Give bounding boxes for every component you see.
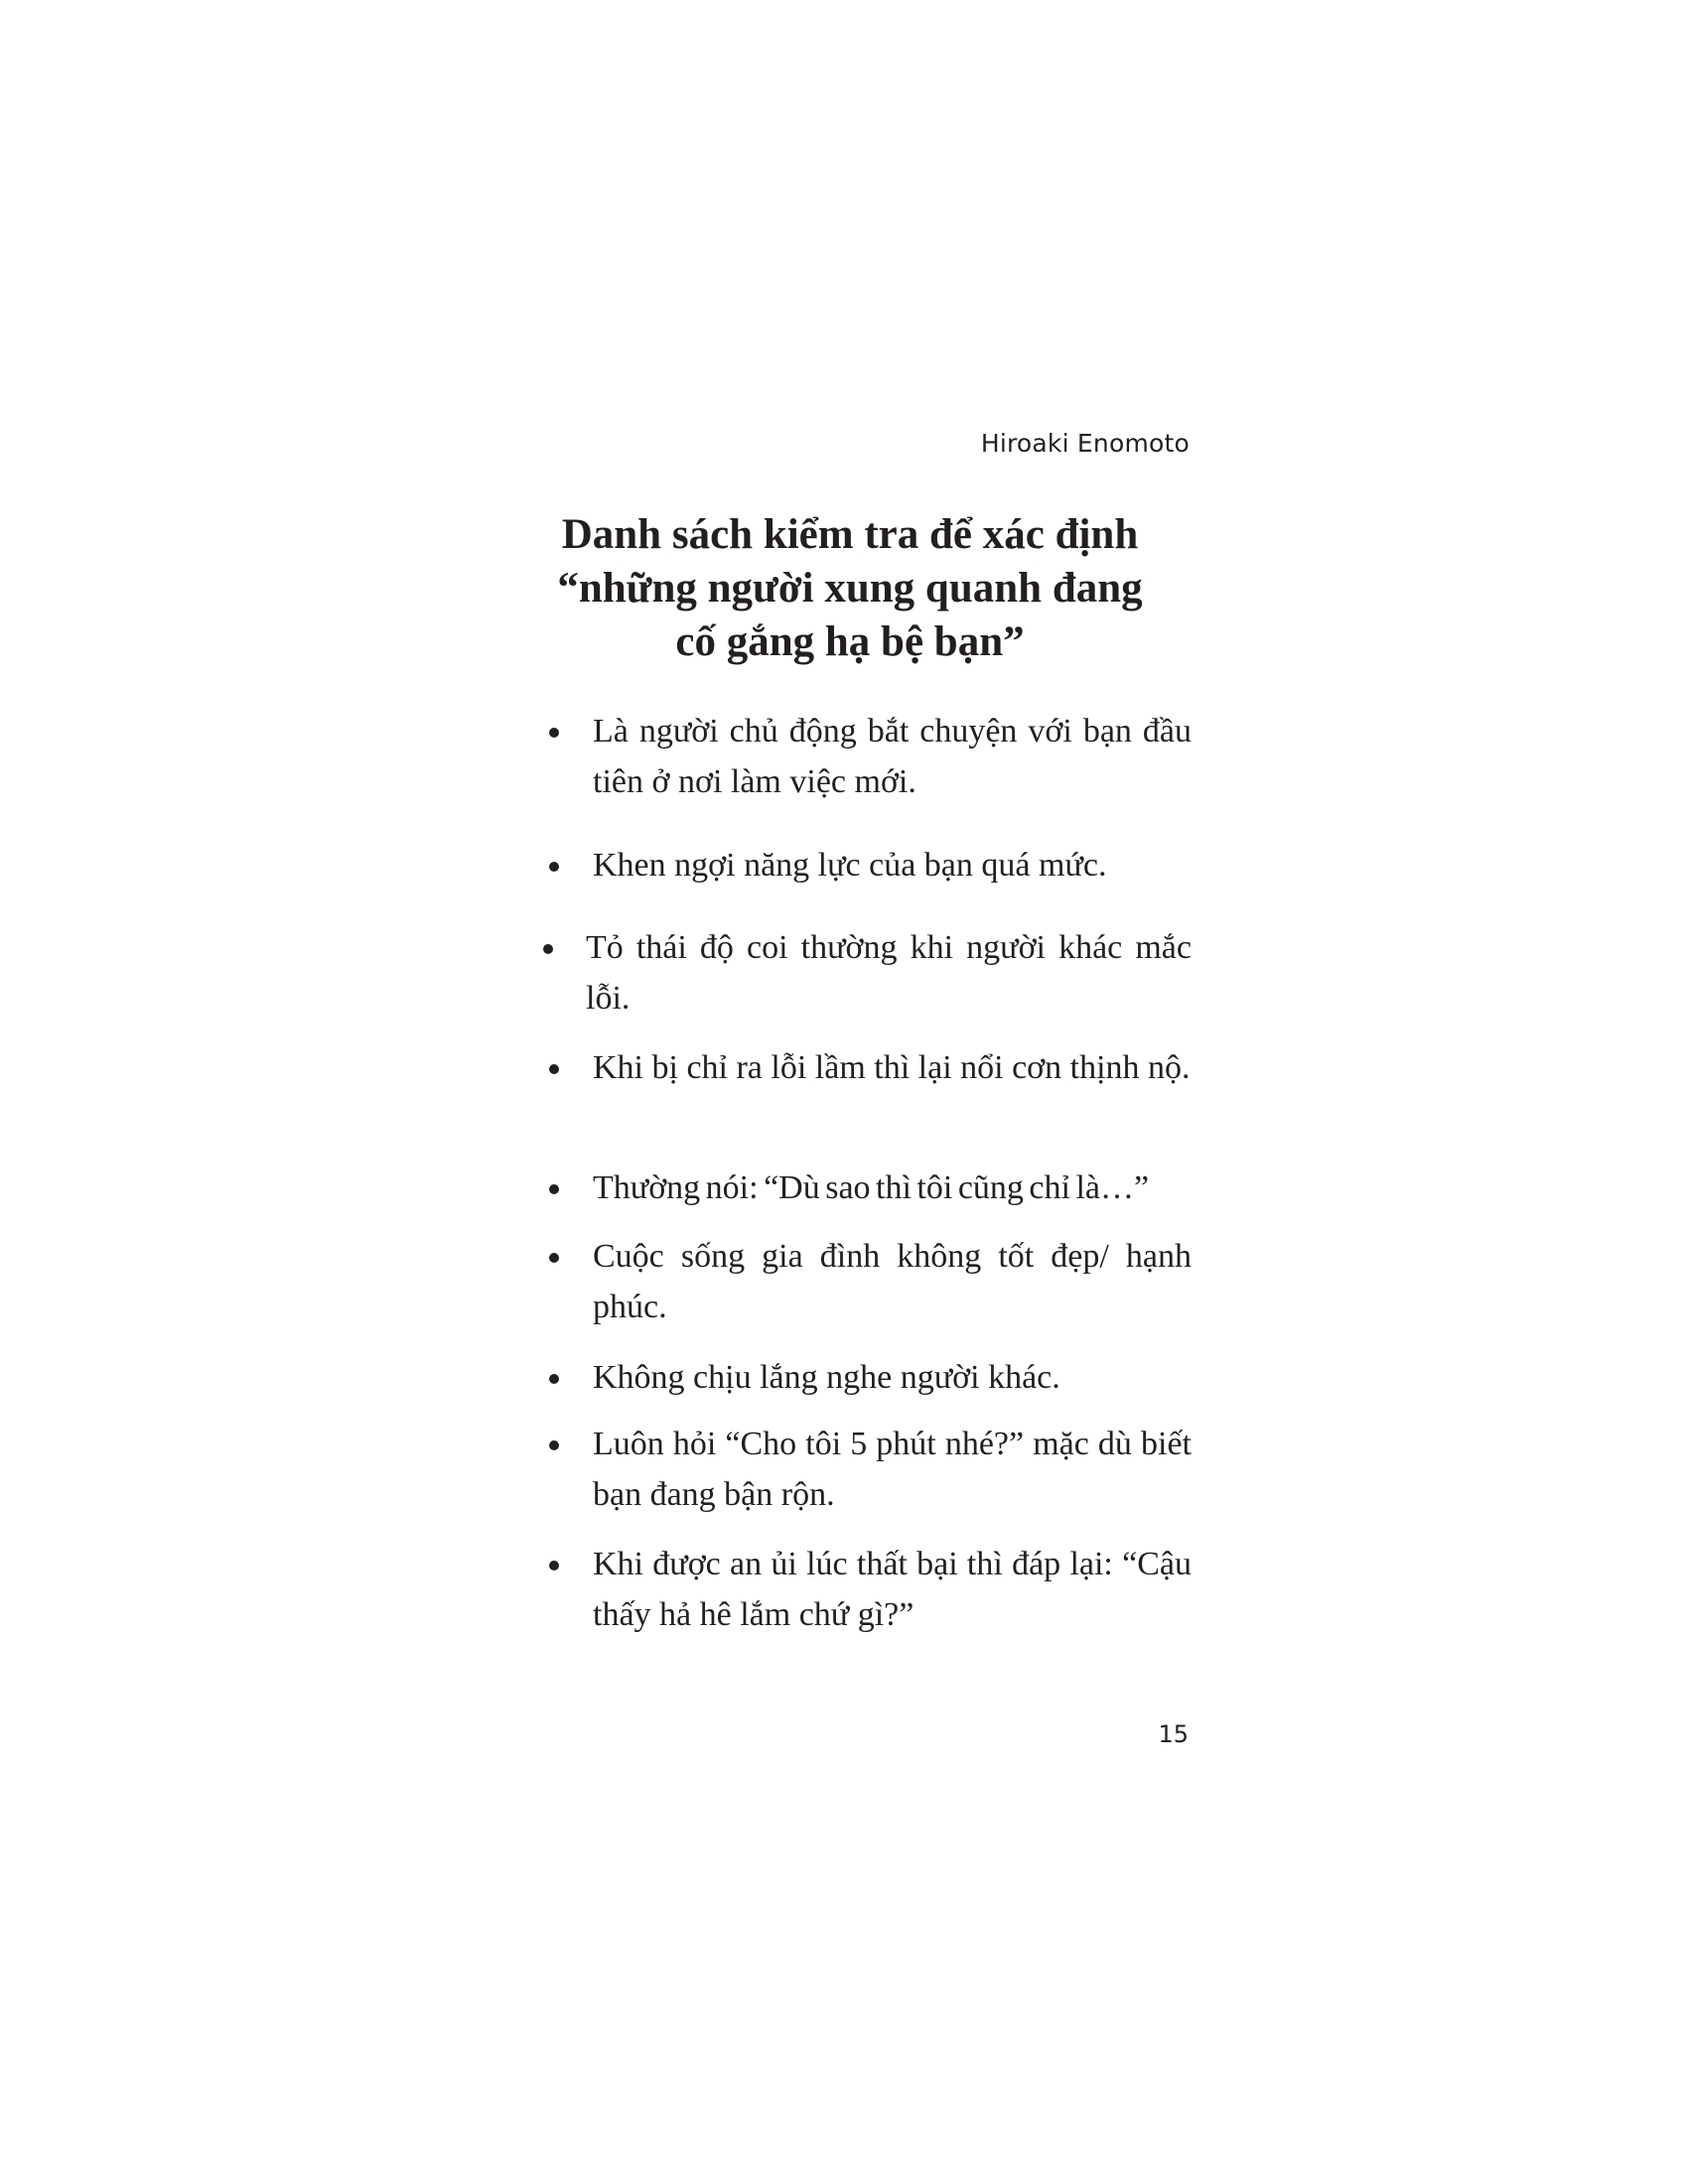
title-line-2: “những người xung quanh đang bbox=[557, 565, 1143, 612]
list-item-text: Tỏ thái độ coi thường khi người khác mắc lỗi. bbox=[586, 929, 1192, 1017]
bullet-icon bbox=[549, 1374, 559, 1384]
list-item bbox=[536, 1042, 1192, 1093]
bullet-icon bbox=[549, 1064, 559, 1074]
list-item bbox=[536, 840, 1192, 890]
title-line-3: cố gắng hạ bệ bạn” bbox=[675, 618, 1025, 665]
bullet-icon bbox=[549, 1561, 559, 1570]
list-item-text: Luôn hỏi “Cho tôi 5 phút nhé?” mặc dù biết bạn đang bận rộn. bbox=[593, 1426, 1192, 1513]
list-item bbox=[536, 1231, 1192, 1332]
list-item-text: Không chịu lắng nghe người khác. bbox=[593, 1359, 1060, 1396]
bullet-icon bbox=[549, 1253, 559, 1263]
running-header-author: Hiroaki Enomoto bbox=[980, 429, 1190, 458]
list-item bbox=[536, 1352, 1192, 1403]
list-item bbox=[536, 1419, 1192, 1520]
list-item bbox=[536, 706, 1192, 807]
bullet-icon bbox=[549, 862, 559, 872]
list-item bbox=[536, 1162, 1192, 1213]
list-item-text: Là người chủ động bắt chuyện với bạn đầu tiên ở nơi làm việc mới. bbox=[593, 713, 1192, 800]
list-item-text: Thường nói: “Dù sao thì tôi cũng chỉ là…” bbox=[593, 1169, 1150, 1206]
page-title bbox=[516, 508, 1184, 669]
bullet-icon bbox=[549, 1440, 559, 1450]
list-item-text: Cuộc sống gia đình không tốt đẹp/ hạnh phúc. bbox=[593, 1238, 1192, 1325]
list-item-text: Khi bị chỉ ra lỗi lầm thì lại nổi cơn thịnh nộ. bbox=[593, 1049, 1191, 1086]
list-item bbox=[536, 922, 1192, 1024]
bullet-icon bbox=[549, 728, 559, 738]
list-item-text: Khi được an ủi lúc thất bại thì đáp lại: “Cậu thấy hả hê lắm chứ gì?” bbox=[593, 1546, 1192, 1633]
title-line-1: Danh sách kiểm tra để xác định bbox=[561, 511, 1139, 558]
bullet-icon bbox=[543, 944, 553, 954]
page-number: 15 bbox=[1158, 1720, 1189, 1748]
list-item bbox=[536, 1539, 1192, 1640]
bullet-icon bbox=[549, 1184, 559, 1194]
list-item-text: Khen ngợi năng lực của bạn quá mức. bbox=[593, 847, 1107, 884]
